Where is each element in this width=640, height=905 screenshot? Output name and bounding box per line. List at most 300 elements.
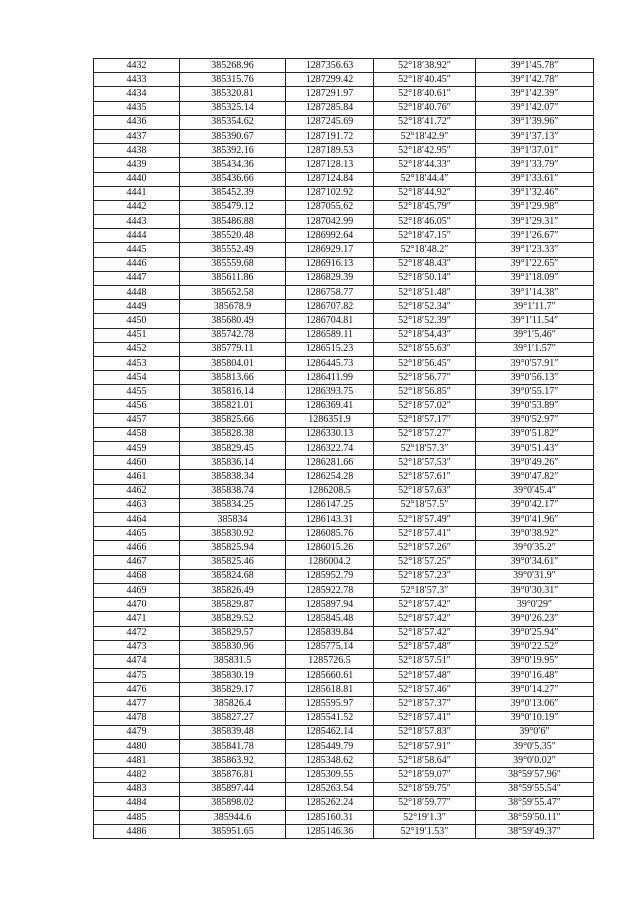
point-number-cell: 4462	[94, 484, 180, 498]
point-number-cell: 4466	[94, 541, 180, 555]
longitude-cell: 39°0′6″	[476, 725, 594, 739]
table-row	[94, 470, 594, 484]
longitude-cell: 39°0′53.89″	[476, 399, 594, 413]
longitude-cell: 39°1′42.78″	[476, 73, 594, 87]
point-number-cell: 4467	[94, 555, 180, 569]
x-coordinate-cell: 385829.87	[180, 598, 286, 612]
y-coordinate-cell: 1286015.26	[286, 541, 374, 555]
point-number-cell: 4455	[94, 385, 180, 399]
table-row	[94, 484, 594, 498]
longitude-cell: 38°59′57.96″	[476, 768, 594, 782]
x-coordinate-cell: 385876.81	[180, 768, 286, 782]
x-coordinate-cell: 385828.38	[180, 427, 286, 441]
table-row	[94, 725, 594, 739]
latitude-cell: 52°18′42.9″	[374, 129, 476, 143]
y-coordinate-cell: 1285595.97	[286, 697, 374, 711]
y-coordinate-cell: 1285541.52	[286, 711, 374, 725]
latitude-cell: 52°18′57.51″	[374, 654, 476, 668]
latitude-cell: 52°18′40.61″	[374, 87, 476, 101]
point-number-cell: 4445	[94, 243, 180, 257]
table-row	[94, 711, 594, 725]
longitude-cell: 39°0′25.94″	[476, 626, 594, 640]
x-coordinate-cell: 385779.11	[180, 342, 286, 356]
point-number-cell: 4443	[94, 215, 180, 229]
longitude-cell: 38°59′55.47″	[476, 796, 594, 810]
latitude-cell: 52°18′52.34″	[374, 300, 476, 314]
longitude-cell: 39°0′45.4″	[476, 484, 594, 498]
point-number-cell: 4439	[94, 158, 180, 172]
latitude-cell: 52°18′51.48″	[374, 286, 476, 300]
table-row	[94, 144, 594, 158]
table-row	[94, 697, 594, 711]
point-number-cell: 4454	[94, 371, 180, 385]
y-coordinate-cell: 1286281.66	[286, 456, 374, 470]
y-coordinate-cell: 1286322.74	[286, 442, 374, 456]
longitude-cell: 39°0′26.23″	[476, 612, 594, 626]
longitude-cell: 39°0′13.06″	[476, 697, 594, 711]
longitude-cell: 39°0′0.02″	[476, 754, 594, 768]
point-number-cell: 4433	[94, 73, 180, 87]
longitude-cell: 39°0′57.91″	[476, 356, 594, 370]
x-coordinate-cell: 385829.45	[180, 442, 286, 456]
table-row	[94, 513, 594, 527]
y-coordinate-cell: 1286393.75	[286, 385, 374, 399]
latitude-cell: 52°18′52.39″	[374, 314, 476, 328]
table-row	[94, 314, 594, 328]
table-row	[94, 73, 594, 87]
y-coordinate-cell: 1286351.9	[286, 413, 374, 427]
y-coordinate-cell: 1285897.94	[286, 598, 374, 612]
y-coordinate-cell: 1287356.63	[286, 59, 374, 73]
x-coordinate-cell: 385611.86	[180, 271, 286, 285]
latitude-cell: 52°18′57.83″	[374, 725, 476, 739]
x-coordinate-cell: 385436.66	[180, 172, 286, 186]
x-coordinate-cell: 385315.76	[180, 73, 286, 87]
longitude-cell: 39°0′29″	[476, 598, 594, 612]
y-coordinate-cell: 1286829.39	[286, 271, 374, 285]
point-number-cell: 4480	[94, 740, 180, 754]
longitude-cell: 39°0′42.17″	[476, 498, 594, 512]
point-number-cell: 4464	[94, 513, 180, 527]
latitude-cell: 52°18′57.53″	[374, 456, 476, 470]
x-coordinate-cell: 385824.68	[180, 569, 286, 583]
table-row	[94, 385, 594, 399]
y-coordinate-cell: 1286411.99	[286, 371, 374, 385]
latitude-cell: 52°18′57.3″	[374, 583, 476, 597]
x-coordinate-cell: 385830.19	[180, 669, 286, 683]
x-coordinate-cell: 385839.48	[180, 725, 286, 739]
y-coordinate-cell: 1286085.76	[286, 527, 374, 541]
point-number-cell: 4477	[94, 697, 180, 711]
point-number-cell: 4485	[94, 810, 180, 824]
latitude-cell: 52°18′57.48″	[374, 669, 476, 683]
x-coordinate-cell: 385392.16	[180, 144, 286, 158]
point-number-cell: 4475	[94, 669, 180, 683]
latitude-cell: 52°18′57.41″	[374, 711, 476, 725]
y-coordinate-cell: 1286916.13	[286, 257, 374, 271]
y-coordinate-cell: 1286369.41	[286, 399, 374, 413]
point-number-cell: 4451	[94, 328, 180, 342]
latitude-cell: 52°18′44.4″	[374, 172, 476, 186]
longitude-cell: 39°1′32.46″	[476, 186, 594, 200]
table-row	[94, 768, 594, 782]
table-row	[94, 215, 594, 229]
table-row	[94, 810, 594, 824]
point-number-cell: 4476	[94, 683, 180, 697]
point-number-cell: 4441	[94, 186, 180, 200]
table-row	[94, 200, 594, 214]
latitude-cell: 52°18′56.45″	[374, 356, 476, 370]
latitude-cell: 52°19′1.3″	[374, 810, 476, 824]
latitude-cell: 52°19′1.53″	[374, 825, 476, 839]
x-coordinate-cell: 385836.14	[180, 456, 286, 470]
longitude-cell: 38°59′50.11″	[476, 810, 594, 824]
y-coordinate-cell: 1286992.64	[286, 229, 374, 243]
longitude-cell: 39°0′5.35″	[476, 740, 594, 754]
point-number-cell: 4459	[94, 442, 180, 456]
y-coordinate-cell: 1285309.55	[286, 768, 374, 782]
table-row	[94, 456, 594, 470]
x-coordinate-cell: 385830.92	[180, 527, 286, 541]
longitude-cell: 39°1′37.13″	[476, 129, 594, 143]
y-coordinate-cell: 1285952.79	[286, 569, 374, 583]
x-coordinate-cell: 385834.25	[180, 498, 286, 512]
table-row	[94, 342, 594, 356]
table-row	[94, 527, 594, 541]
table-row	[94, 115, 594, 129]
longitude-cell: 39°0′52.97″	[476, 413, 594, 427]
latitude-cell: 52°18′57.25″	[374, 555, 476, 569]
table-row	[94, 59, 594, 73]
y-coordinate-cell: 1287189.53	[286, 144, 374, 158]
y-coordinate-cell: 1285146.36	[286, 825, 374, 839]
y-coordinate-cell: 1287191.72	[286, 129, 374, 143]
y-coordinate-cell: 1285348.62	[286, 754, 374, 768]
y-coordinate-cell: 1285263.54	[286, 782, 374, 796]
y-coordinate-cell: 1287102.92	[286, 186, 374, 200]
y-coordinate-cell: 1287128.13	[286, 158, 374, 172]
x-coordinate-cell: 385742.78	[180, 328, 286, 342]
y-coordinate-cell: 1285839.84	[286, 626, 374, 640]
latitude-cell: 52°18′40.76″	[374, 101, 476, 115]
longitude-cell: 39°1′39.96″	[476, 115, 594, 129]
point-number-cell: 4444	[94, 229, 180, 243]
y-coordinate-cell: 1285449.79	[286, 740, 374, 754]
latitude-cell: 52°18′54.43″	[374, 328, 476, 342]
x-coordinate-cell: 385804.01	[180, 356, 286, 370]
table-row	[94, 300, 594, 314]
point-number-cell: 4472	[94, 626, 180, 640]
point-number-cell: 4432	[94, 59, 180, 73]
longitude-cell: 39°1′18.09″	[476, 271, 594, 285]
point-number-cell: 4434	[94, 87, 180, 101]
x-coordinate-cell: 385898.02	[180, 796, 286, 810]
latitude-cell: 52°18′57.46″	[374, 683, 476, 697]
y-coordinate-cell: 1286445.73	[286, 356, 374, 370]
latitude-cell: 52°18′57.23″	[374, 569, 476, 583]
table-row	[94, 229, 594, 243]
latitude-cell: 52°18′38.92″	[374, 59, 476, 73]
longitude-cell: 39°1′23.33″	[476, 243, 594, 257]
longitude-cell: 39°0′31.9″	[476, 569, 594, 583]
y-coordinate-cell: 1287285.84	[286, 101, 374, 115]
point-number-cell: 4448	[94, 286, 180, 300]
latitude-cell: 52°18′57.49″	[374, 513, 476, 527]
longitude-cell: 39°0′19.95″	[476, 654, 594, 668]
x-coordinate-cell: 385813.66	[180, 371, 286, 385]
y-coordinate-cell: 1285160.31	[286, 810, 374, 824]
longitude-cell: 39°0′30.31″	[476, 583, 594, 597]
point-number-cell: 4452	[94, 342, 180, 356]
longitude-cell: 39°1′42.39″	[476, 87, 594, 101]
table-row	[94, 498, 594, 512]
table-row	[94, 271, 594, 285]
latitude-cell: 52°18′56.77″	[374, 371, 476, 385]
x-coordinate-cell: 385829.57	[180, 626, 286, 640]
table-row	[94, 683, 594, 697]
y-coordinate-cell: 1286330.13	[286, 427, 374, 441]
point-number-cell: 4469	[94, 583, 180, 597]
latitude-cell: 52°18′50.14″	[374, 271, 476, 285]
longitude-cell: 39°0′38.92″	[476, 527, 594, 541]
longitude-cell: 39°1′42.07″	[476, 101, 594, 115]
latitude-cell: 52°18′40.45″	[374, 73, 476, 87]
table-row	[94, 442, 594, 456]
table-row	[94, 541, 594, 555]
y-coordinate-cell: 1287042.99	[286, 215, 374, 229]
longitude-cell: 39°0′49.26″	[476, 456, 594, 470]
longitude-cell: 39°1′37.01″	[476, 144, 594, 158]
point-number-cell: 4481	[94, 754, 180, 768]
table-row	[94, 555, 594, 569]
latitude-cell: 52°18′45.79″	[374, 200, 476, 214]
longitude-cell: 39°0′22.52″	[476, 640, 594, 654]
longitude-cell: 39°1′11.54″	[476, 314, 594, 328]
x-coordinate-cell: 385838.74	[180, 484, 286, 498]
latitude-cell: 52°18′57.02″	[374, 399, 476, 413]
table-row	[94, 626, 594, 640]
table-row	[94, 158, 594, 172]
latitude-cell: 52°18′57.63″	[374, 484, 476, 498]
table-row	[94, 399, 594, 413]
latitude-cell: 52°18′57.5″	[374, 498, 476, 512]
y-coordinate-cell: 1287245.69	[286, 115, 374, 129]
point-number-cell: 4470	[94, 598, 180, 612]
point-number-cell: 4465	[94, 527, 180, 541]
x-coordinate-cell: 385826.49	[180, 583, 286, 597]
y-coordinate-cell: 1287055.62	[286, 200, 374, 214]
point-number-cell: 4461	[94, 470, 180, 484]
x-coordinate-cell: 385831.5	[180, 654, 286, 668]
point-number-cell: 4486	[94, 825, 180, 839]
table-row	[94, 569, 594, 583]
latitude-cell: 52°18′59.77″	[374, 796, 476, 810]
point-number-cell: 4482	[94, 768, 180, 782]
point-number-cell: 4446	[94, 257, 180, 271]
x-coordinate-cell: 385951.65	[180, 825, 286, 839]
point-number-cell: 4457	[94, 413, 180, 427]
table-row	[94, 356, 594, 370]
table-row	[94, 598, 594, 612]
x-coordinate-cell: 385863.92	[180, 754, 286, 768]
longitude-cell: 39°1′14.38″	[476, 286, 594, 300]
longitude-cell: 39°0′47.82″	[476, 470, 594, 484]
x-coordinate-cell: 385559.68	[180, 257, 286, 271]
latitude-cell: 52°18′57.41″	[374, 527, 476, 541]
point-number-cell: 4460	[94, 456, 180, 470]
longitude-cell: 39°1′29.98″	[476, 200, 594, 214]
point-number-cell: 4449	[94, 300, 180, 314]
y-coordinate-cell: 1286254.28	[286, 470, 374, 484]
longitude-cell: 39°0′51.82″	[476, 427, 594, 441]
x-coordinate-cell: 385944.6	[180, 810, 286, 824]
table-row	[94, 782, 594, 796]
table-row	[94, 87, 594, 101]
latitude-cell: 52°18′44.33″	[374, 158, 476, 172]
table-row	[94, 243, 594, 257]
y-coordinate-cell: 1287299.42	[286, 73, 374, 87]
x-coordinate-cell: 385552.49	[180, 243, 286, 257]
longitude-cell: 39°1′33.61″	[476, 172, 594, 186]
longitude-cell: 39°0′51.43″	[476, 442, 594, 456]
longitude-cell: 39°0′41.96″	[476, 513, 594, 527]
x-coordinate-cell: 385520.48	[180, 229, 286, 243]
table-row	[94, 186, 594, 200]
x-coordinate-cell: 385827.27	[180, 711, 286, 725]
x-coordinate-cell: 385834	[180, 513, 286, 527]
table-row	[94, 101, 594, 115]
x-coordinate-cell: 385390.67	[180, 129, 286, 143]
table-row	[94, 669, 594, 683]
y-coordinate-cell: 1285845.48	[286, 612, 374, 626]
y-coordinate-cell: 1286758.77	[286, 286, 374, 300]
point-number-cell: 4468	[94, 569, 180, 583]
latitude-cell: 52°18′48.2″	[374, 243, 476, 257]
table-row	[94, 413, 594, 427]
latitude-cell: 52°18′44.92″	[374, 186, 476, 200]
longitude-cell: 39°1′11.7″	[476, 300, 594, 314]
longitude-cell: 39°1′5.46″	[476, 328, 594, 342]
x-coordinate-cell: 385825.66	[180, 413, 286, 427]
point-number-cell: 4436	[94, 115, 180, 129]
x-coordinate-cell: 385354.62	[180, 115, 286, 129]
longitude-cell: 39°0′16.48″	[476, 669, 594, 683]
x-coordinate-cell: 385826.4	[180, 697, 286, 711]
x-coordinate-cell: 385816.14	[180, 385, 286, 399]
longitude-cell: 39°1′29.31″	[476, 215, 594, 229]
y-coordinate-cell: 1285726.5	[286, 654, 374, 668]
y-coordinate-cell: 1285262.24	[286, 796, 374, 810]
x-coordinate-cell: 385829.17	[180, 683, 286, 697]
table-row	[94, 583, 594, 597]
y-coordinate-cell: 1286147.25	[286, 498, 374, 512]
latitude-cell: 52°18′55.63″	[374, 342, 476, 356]
table-row	[94, 754, 594, 768]
table-row	[94, 257, 594, 271]
y-coordinate-cell: 1286208.5	[286, 484, 374, 498]
point-number-cell: 4440	[94, 172, 180, 186]
longitude-cell: 38°59′49.37″	[476, 825, 594, 839]
y-coordinate-cell: 1286004.2	[286, 555, 374, 569]
point-number-cell: 4456	[94, 399, 180, 413]
point-number-cell: 4484	[94, 796, 180, 810]
point-number-cell: 4479	[94, 725, 180, 739]
x-coordinate-cell: 385841.78	[180, 740, 286, 754]
table-row	[94, 654, 594, 668]
latitude-cell: 52°18′59.75″	[374, 782, 476, 796]
longitude-cell: 38°59′55.54″	[476, 782, 594, 796]
latitude-cell: 52°18′46.05″	[374, 215, 476, 229]
point-number-cell: 4463	[94, 498, 180, 512]
latitude-cell: 52°18′47.15″	[374, 229, 476, 243]
y-coordinate-cell: 1286707.82	[286, 300, 374, 314]
x-coordinate-cell: 385825.46	[180, 555, 286, 569]
latitude-cell: 52°18′57.61″	[374, 470, 476, 484]
x-coordinate-cell: 385825.94	[180, 541, 286, 555]
point-number-cell: 4453	[94, 356, 180, 370]
longitude-cell: 39°1′45.78″	[476, 59, 594, 73]
point-number-cell: 4471	[94, 612, 180, 626]
table-row	[94, 172, 594, 186]
x-coordinate-cell: 385680.49	[180, 314, 286, 328]
longitude-cell: 39°0′14.27″	[476, 683, 594, 697]
latitude-cell: 52°18′59.07″	[374, 768, 476, 782]
y-coordinate-cell: 1287291.97	[286, 87, 374, 101]
x-coordinate-cell: 385320.81	[180, 87, 286, 101]
point-number-cell: 4450	[94, 314, 180, 328]
y-coordinate-cell: 1285775.14	[286, 640, 374, 654]
x-coordinate-cell: 385838.34	[180, 470, 286, 484]
latitude-cell: 52°18′42.95″	[374, 144, 476, 158]
x-coordinate-cell: 385678.9	[180, 300, 286, 314]
x-coordinate-cell: 385452.39	[180, 186, 286, 200]
longitude-cell: 39°0′56.13″	[476, 371, 594, 385]
point-number-cell: 4447	[94, 271, 180, 285]
longitude-cell: 39°0′34.61″	[476, 555, 594, 569]
latitude-cell: 52°18′58.64″	[374, 754, 476, 768]
latitude-cell: 52°18′57.17″	[374, 413, 476, 427]
table-row	[94, 612, 594, 626]
latitude-cell: 52°18′48.43″	[374, 257, 476, 271]
table-row	[94, 371, 594, 385]
longitude-cell: 39°0′55.17″	[476, 385, 594, 399]
y-coordinate-cell: 1286143.31	[286, 513, 374, 527]
x-coordinate-cell: 385486.88	[180, 215, 286, 229]
y-coordinate-cell: 1285462.14	[286, 725, 374, 739]
x-coordinate-cell: 385829.52	[180, 612, 286, 626]
y-coordinate-cell: 1286589.11	[286, 328, 374, 342]
latitude-cell: 52°18′57.42″	[374, 598, 476, 612]
latitude-cell: 52°18′57.3″	[374, 442, 476, 456]
point-number-cell: 4483	[94, 782, 180, 796]
table-row	[94, 427, 594, 441]
latitude-cell: 52°18′41.72″	[374, 115, 476, 129]
table-row	[94, 640, 594, 654]
latitude-cell: 52°18′57.37″	[374, 697, 476, 711]
latitude-cell: 52°18′57.48″	[374, 640, 476, 654]
x-coordinate-cell: 385434.36	[180, 158, 286, 172]
point-number-cell: 4438	[94, 144, 180, 158]
coordinates-table	[93, 58, 594, 839]
longitude-cell: 39°1′33.79″	[476, 158, 594, 172]
x-coordinate-cell: 385479.12	[180, 200, 286, 214]
table-row	[94, 796, 594, 810]
latitude-cell: 52°18′57.42″	[374, 626, 476, 640]
x-coordinate-cell: 385821.01	[180, 399, 286, 413]
latitude-cell: 52°18′57.26″	[374, 541, 476, 555]
coordinates-table-body	[94, 59, 594, 839]
table-row	[94, 129, 594, 143]
